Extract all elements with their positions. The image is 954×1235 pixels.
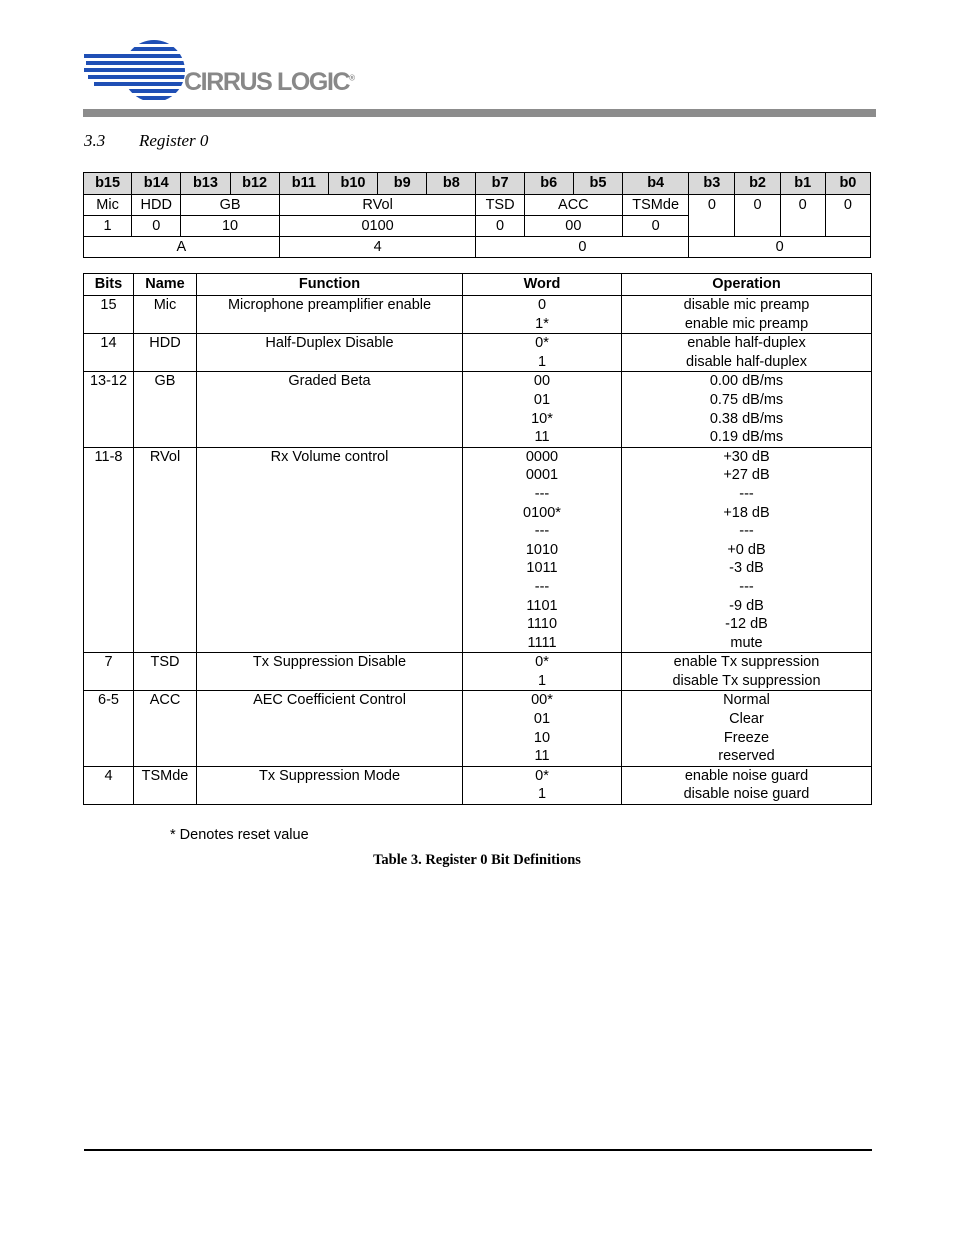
field-gb: GB <box>181 195 279 216</box>
header-name: Name <box>134 274 197 296</box>
word-value: 00* <box>531 692 553 709</box>
operation-value: mute <box>730 634 763 651</box>
reset-value: 0100 <box>279 216 476 237</box>
word-value: --- <box>534 578 550 595</box>
row-words <box>463 372 622 447</box>
row-bits: 14 <box>84 334 134 372</box>
word-value: 1111 <box>527 634 557 651</box>
row-operations <box>622 766 872 804</box>
field-rvol: RVol <box>279 195 476 216</box>
row-name: ACC <box>134 691 197 766</box>
word-value: 0* <box>535 767 549 784</box>
bit-number-row <box>84 173 871 195</box>
operation-value: enable mic preamp <box>684 315 809 332</box>
row-name: TSD <box>134 653 197 691</box>
reset-value: 1 <box>84 216 132 237</box>
cirrus-logic-logo <box>84 38 374 104</box>
row-bits: 6-5 <box>84 691 134 766</box>
operation-value: -3 dB <box>729 560 764 577</box>
bit-header-b3: b3 <box>689 173 735 195</box>
word-value: 11 <box>534 748 550 765</box>
logo-wordmark: CIRRUS LOGIC® <box>184 68 354 96</box>
row-words <box>463 691 622 766</box>
definition-row <box>84 372 872 447</box>
fixed-bit-value: 0 <box>735 195 780 237</box>
bit-header-b2: b2 <box>735 173 780 195</box>
field-tsmde: TSMde <box>623 195 689 216</box>
operation-value: disable half-duplex <box>686 353 807 370</box>
operation-value: +0 dB <box>727 541 766 558</box>
row-bits: 11-8 <box>84 447 134 653</box>
operation-value: Freeze <box>723 729 770 746</box>
row-operations <box>622 691 872 766</box>
bit-header-b15: b15 <box>84 173 132 195</box>
operation-value: disable noise guard <box>683 786 810 803</box>
word-value: 1 <box>537 786 547 803</box>
bit-header-b4: b4 <box>623 173 689 195</box>
bit-header-b9: b9 <box>378 173 427 195</box>
operation-value: enable noise guard <box>684 767 809 784</box>
section-heading <box>84 131 208 151</box>
field-acc: ACC <box>524 195 622 216</box>
bit-header-b10: b10 <box>328 173 377 195</box>
row-function: Half-Duplex Disable <box>197 334 463 372</box>
row-name: TSMde <box>134 766 197 804</box>
word-value: 0* <box>535 654 549 671</box>
row-operations <box>622 447 872 653</box>
definition-row <box>84 296 872 334</box>
hex-nibble: 0 <box>476 237 689 258</box>
row-words <box>463 766 622 804</box>
fixed-bit-value: 0 <box>825 195 870 237</box>
word-value: 1110 <box>526 616 558 633</box>
row-words <box>463 296 622 334</box>
row-function: Microphone preamplifier enable <box>197 296 463 334</box>
operation-value: --- <box>739 485 754 502</box>
word-value: 00 <box>533 373 551 390</box>
row-bits: 4 <box>84 766 134 804</box>
header-rule <box>83 109 876 117</box>
operation-value: +18 dB <box>723 504 770 521</box>
word-value: 0100* <box>523 504 561 521</box>
word-value: 0* <box>535 335 549 352</box>
operation-value: -12 dB <box>725 616 768 633</box>
operation-value: 0.00 dB/ms <box>709 373 784 390</box>
row-function: Graded Beta <box>197 372 463 447</box>
operation-value: 0.38 dB/ms <box>709 410 784 427</box>
field-name-row <box>84 195 871 216</box>
field-hdd: HDD <box>132 195 181 216</box>
logo-mark-icon <box>84 38 194 104</box>
row-operations <box>622 653 872 691</box>
reset-value-note: * Denotes reset value <box>170 827 309 843</box>
hex-nibble: 4 <box>279 237 476 258</box>
operation-value: +30 dB <box>723 448 770 465</box>
word-value: 1010 <box>525 541 559 558</box>
row-bits: 15 <box>84 296 134 334</box>
definition-row <box>84 334 872 372</box>
row-name: RVol <box>134 447 197 653</box>
word-value: 10* <box>531 410 553 427</box>
row-function: Rx Volume control <box>197 447 463 653</box>
operation-value: -9 dB <box>729 597 764 614</box>
operation-value: reserved <box>718 748 775 765</box>
word-value: 0000 <box>525 448 559 465</box>
reset-value: 0 <box>476 216 524 237</box>
operation-value: 0.75 dB/ms <box>709 391 784 408</box>
bit-header-b14: b14 <box>132 173 181 195</box>
row-bits: 7 <box>84 653 134 691</box>
word-value: 0 <box>537 297 547 313</box>
fixed-bit-value: 0 <box>689 195 735 237</box>
bit-header-b0: b0 <box>825 173 870 195</box>
bit-header-b11: b11 <box>279 173 328 195</box>
operation-value: disable mic preamp <box>683 297 810 313</box>
row-function: Tx Suppression Mode <box>197 766 463 804</box>
row-operations <box>622 296 872 334</box>
operation-value: Clear <box>729 711 764 728</box>
bit-header-b1: b1 <box>780 173 825 195</box>
row-name: GB <box>134 372 197 447</box>
header-word: Word <box>463 274 622 296</box>
row-bits: 13-12 <box>84 372 134 447</box>
word-value: 1011 <box>526 560 558 577</box>
header-function: Function <box>197 274 463 296</box>
reset-value: 00 <box>524 216 622 237</box>
definition-row <box>84 691 872 766</box>
word-value: 1 <box>537 353 547 370</box>
operation-value: enable half-duplex <box>687 335 806 352</box>
word-value: 01 <box>533 391 551 408</box>
bit-header-b8: b8 <box>427 173 476 195</box>
register-bit-table <box>83 172 871 258</box>
bit-header-b7: b7 <box>476 173 524 195</box>
table-caption: Table 3. Register 0 Bit Definitions <box>373 852 581 868</box>
operation-value: +27 dB <box>723 467 770 484</box>
bit-header-b5: b5 <box>573 173 622 195</box>
row-words <box>463 447 622 653</box>
row-function: Tx Suppression Disable <box>197 653 463 691</box>
row-operations <box>622 334 872 372</box>
hex-value-row <box>84 237 871 258</box>
header-operation: Operation <box>622 274 872 296</box>
section-title: Register 0 <box>139 131 209 150</box>
reset-value: 10 <box>181 216 279 237</box>
header-bits: Bits <box>84 274 134 296</box>
operation-value: disable Tx suppression <box>672 672 821 689</box>
operation-value: 0.19 dB/ms <box>709 429 784 446</box>
word-value: 0001 <box>525 467 559 484</box>
row-operations <box>622 372 872 447</box>
section-number: 3.3 <box>84 131 106 150</box>
reset-value: 0 <box>132 216 181 237</box>
row-words <box>463 334 622 372</box>
bit-header-b13: b13 <box>181 173 230 195</box>
hex-nibble: A <box>84 237 280 258</box>
field-tsd: TSD <box>476 195 524 216</box>
word-value: 1 <box>537 672 547 689</box>
row-function: AEC Coefficient Control <box>197 691 463 766</box>
footer-rule <box>84 1149 872 1151</box>
word-value: 11 <box>534 429 550 446</box>
word-value: 10 <box>533 729 551 746</box>
operation-value: --- <box>739 578 754 595</box>
definition-row <box>84 766 872 804</box>
definition-row <box>84 653 872 691</box>
word-value: --- <box>534 485 550 502</box>
row-name: Mic <box>134 296 197 334</box>
definitions-header-row <box>84 274 872 296</box>
operation-value: Normal <box>723 692 770 709</box>
bit-header-b6: b6 <box>524 173 573 195</box>
bit-header-b12: b12 <box>230 173 279 195</box>
definition-row <box>84 447 872 653</box>
field-mic: Mic <box>84 195 132 216</box>
operation-value: enable Tx suppression <box>673 654 820 671</box>
word-value: 01 <box>533 711 551 728</box>
reset-value: 0 <box>623 216 689 237</box>
operation-value: --- <box>739 523 754 540</box>
word-value: 1101 <box>526 597 558 614</box>
hex-nibble: 0 <box>689 237 871 258</box>
word-value: 1* <box>535 315 549 332</box>
fixed-bit-value: 0 <box>780 195 825 237</box>
row-name: HDD <box>134 334 197 372</box>
word-value: --- <box>534 523 550 540</box>
bit-definitions-table <box>83 273 872 805</box>
row-words <box>463 653 622 691</box>
